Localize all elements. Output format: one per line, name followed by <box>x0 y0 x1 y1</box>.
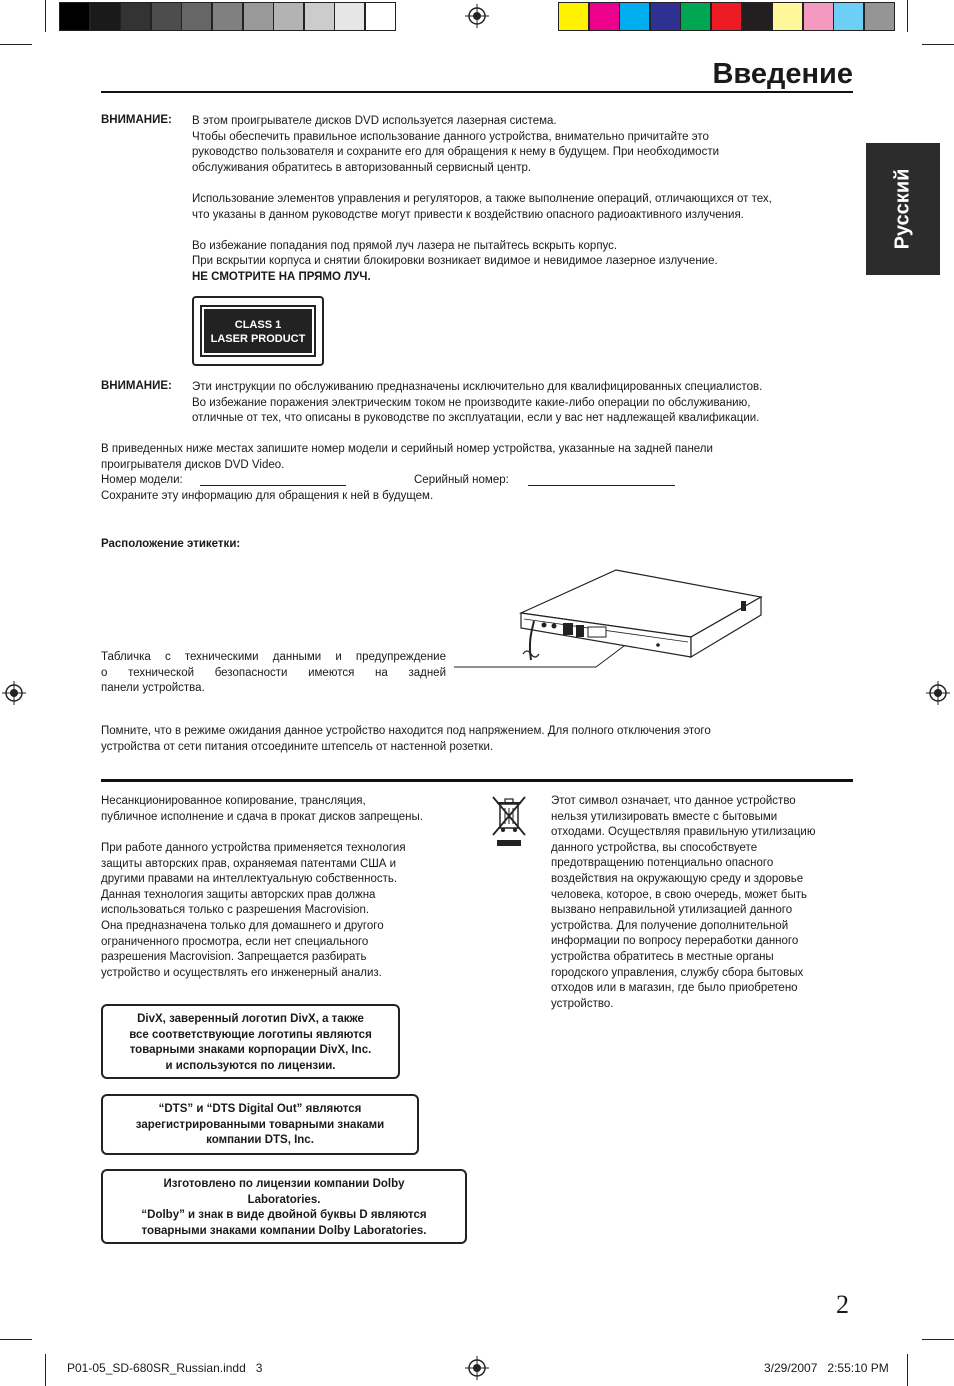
divx-trademark-box: DivX, заверенный логотип DivX, а также все соответствующие логотипы являются товарными знаками корпорации DivX, Inc. и используются по лицензии. <box>101 1004 400 1079</box>
registration-mark-icon <box>465 1356 489 1380</box>
registration-mark-icon <box>465 4 489 28</box>
crop-mark <box>922 1339 954 1340</box>
grayscale-swatch <box>120 2 151 31</box>
page-title: Введение <box>712 58 853 90</box>
crop-mark <box>922 44 954 45</box>
color-swatch <box>619 2 650 31</box>
warning-label: ВНИМАНИЕ: <box>101 380 172 392</box>
model-number-field[interactable] <box>200 485 346 486</box>
registration-mark-icon <box>926 681 950 705</box>
serial-number-field[interactable] <box>528 485 675 486</box>
model-number-label: Номер модели: <box>101 474 183 487</box>
grayscale-swatch <box>212 2 243 31</box>
color-swatch <box>680 2 711 31</box>
grayscale-swatch <box>59 2 90 31</box>
crop-mark <box>907 0 908 32</box>
crop-mark <box>45 0 46 32</box>
color-swatch <box>864 2 895 31</box>
color-swatch <box>650 2 681 31</box>
laser-class-text: CLASS 1 <box>234 319 282 331</box>
crop-mark <box>45 1354 46 1386</box>
footer-timestamp: 3/29/2007 2:55:10 PM <box>764 1361 889 1375</box>
macrovision-notice: При работе данного устройства применяется технология защиты авторских прав, охраняемая патентами США и другими правами на интеллектуальную собственность. Данная технология защиты авторских прав должна использоваться только с разрешения Macrovision. Она предназначена только для домашнего и другого ограниченного просмотра, если нет специального разрешения Macrovision. Запрещается разбирать устройство и осуществлять его инженерный анализ. <box>101 842 406 979</box>
label-location-heading: Расположение этикетки: <box>101 538 241 550</box>
color-swatch <box>742 2 773 31</box>
warning-text: В этом проигрывателе дисков DVD используется лазерная система. Чтобы обеспечить правильное использование данного устройства, внимательно причитайте это руководство пользователя и сохраните его для обращения к нему в будущем. При необходимости обслуживания обратитесь в авторизованный сервисный центр. Использование элементов управления и регуляторов, а также выполнение операций, отличающихся от тех, что указаны в данном руководстве могут привести к воздействию опасного радиоактивного излучения. Во избежание попадания под прямой луч лазера не пытайтесь вскрыть корпус. При вскрытии корпуса и снятии блокировки возникает видимое и невидимое лазерное излучение. НЕ СМОТРИТЕ НА ПРЯМО ЛУЧ. <box>192 115 772 283</box>
dvd-player-rear-illustration <box>446 565 766 675</box>
color-swatch <box>803 2 834 31</box>
grayscale-swatch <box>243 2 274 31</box>
serial-number-label: Серийный номер: <box>414 474 509 487</box>
weee-notice: Этот символ означает, что данное устройство нельзя утилизировать вместе с бытовыми отходами. Осуществляя правильную утилизацию данного устройства, вы способствуете предотвращению потенциально опасного воздействия на окружающую среду и здоровье человека, которое, в свою очередь, может быть вызвано неправильной утилизацией данного устройства. Для получение дополнительной информации по вопросу переработки данного устройства обратитесь в местные органы городского управления, службу сбора бытовых отходов или в магазин, где было приобретено устройство. <box>551 795 816 1010</box>
registration-mark-icon <box>2 681 26 705</box>
grayscale-swatch <box>273 2 304 31</box>
label-location-caption: Табличка с техническими данными и предупреждение о технической безопасности имеются на задней панели устройства. <box>101 651 446 695</box>
grayscale-swatch <box>90 2 121 31</box>
grayscale-swatch <box>304 2 335 31</box>
title-rule <box>101 91 853 93</box>
dolby-trademark-box: Изготовлено по лицензии компании Dolby Laboratories. “Dolby” и знак в виде двойной буквы D являются товарными знаками компании Dolby Laboratories. <box>101 1169 467 1244</box>
color-swatch <box>558 2 589 31</box>
grayscale-swatch <box>365 2 396 31</box>
dts-trademark-box: “DTS” и “DTS Digital Out” являются зарегистрированными товарными знаками компании DTS, Inc. <box>101 1094 419 1155</box>
color-swatch <box>772 2 803 31</box>
weee-crossed-bin-icon <box>490 794 528 848</box>
color-swatch <box>589 2 620 31</box>
grayscale-swatch <box>151 2 182 31</box>
standby-note: Помните, что в режиме ожидания данное устройство находится под напряжением. Для полного отключения этого устройства от сети питания отсоедините штепсель от настенной розетки. <box>101 725 711 753</box>
color-swatch <box>711 2 742 31</box>
page-number: 2 <box>836 1290 849 1319</box>
color-swatch <box>833 2 864 31</box>
crop-mark <box>907 1354 908 1386</box>
crop-mark <box>0 44 32 45</box>
section-divider <box>101 779 853 782</box>
warning-label: ВНИМАНИЕ: <box>101 114 172 126</box>
laser-product-text: LASER PRODUCT <box>210 333 306 345</box>
footer-filename: P01-05_SD-680SR_Russian.indd 3 <box>67 1361 263 1375</box>
language-tab <box>866 143 940 275</box>
language-tab-label: Русский <box>891 168 914 250</box>
grayscale-swatch <box>181 2 212 31</box>
record-instructions: В приведенных ниже местах запишите номер модели и серийный номер устройства, указанные на задней панели проигрывателя дисков DVD Video. Номер модели: Серийный номер: Сохраните эту информацию для обращения к ней в будущем. <box>101 443 713 502</box>
crop-mark <box>0 1339 32 1340</box>
copy-notice: Несанкционированное копирование, трансляция, публичное исполнение и сдача в прокат дисков запрещены. <box>101 795 423 823</box>
grayscale-swatch <box>334 2 365 31</box>
warning-text: Эти инструкции по обслуживанию предназначены исключительно для квалифицированных специалистов. Во избежание поражения электрическим током не производите какие-либо операции по обслуживанию, отличные от тех, что описаны в руководстве по эксплуатации, если у вас нет надлежащей квалификации. <box>192 381 763 425</box>
laser-product-label <box>192 296 324 366</box>
